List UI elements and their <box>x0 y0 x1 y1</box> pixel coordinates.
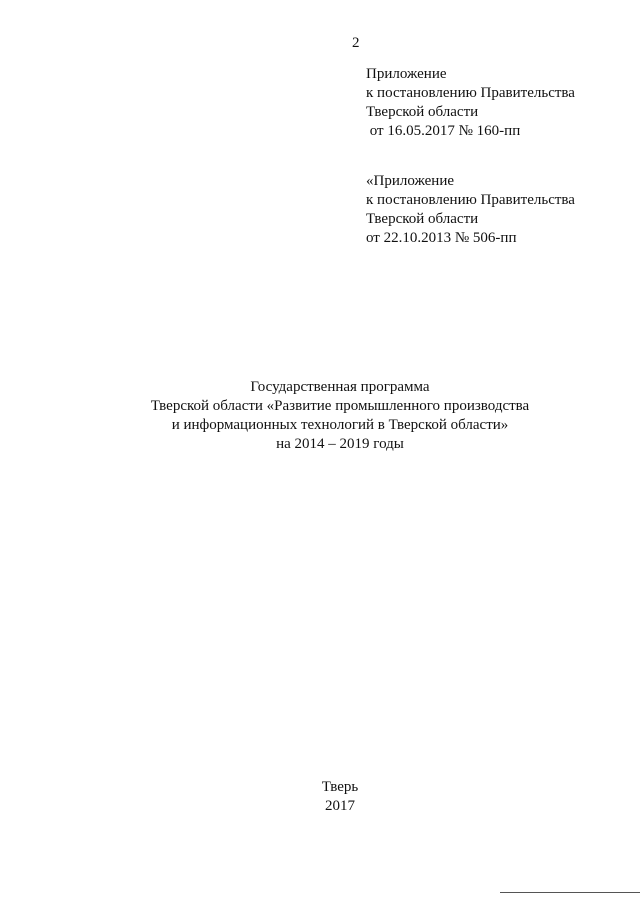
program-title-line: Государственная программа <box>250 379 430 395</box>
program-title-line: на 2014 – 2019 годы <box>276 436 404 452</box>
place-year-block <box>240 778 440 816</box>
place-name: Тверь <box>321 779 359 795</box>
appendix-current-line: Тверской области <box>366 104 479 120</box>
program-title-line: и информационных технологий в Тверской области» <box>171 417 509 433</box>
page-number: 2 <box>352 35 360 51</box>
program-title <box>60 378 620 454</box>
appendix-original-line: от 22.10.2013 № 506-пп <box>366 230 517 246</box>
appendix-current-line: Приложение <box>366 66 447 82</box>
appendix-original-line: к постановлению Правительства <box>366 192 575 208</box>
appendix-current-line: к постановлению Правительства <box>366 85 575 101</box>
appendix-original-line: Тверской области <box>366 211 479 227</box>
appendix-current-line: от 16.05.2017 № 160-пп <box>366 123 521 139</box>
program-title-line: Тверской области «Развитие промышленного производства <box>150 398 530 414</box>
appendix-original-line: «Приложение <box>366 173 455 189</box>
scan-edge-artifact <box>500 892 640 893</box>
document-year: 2017 <box>325 798 355 814</box>
appendix-original-block <box>366 172 575 248</box>
appendix-current-block <box>366 65 575 141</box>
